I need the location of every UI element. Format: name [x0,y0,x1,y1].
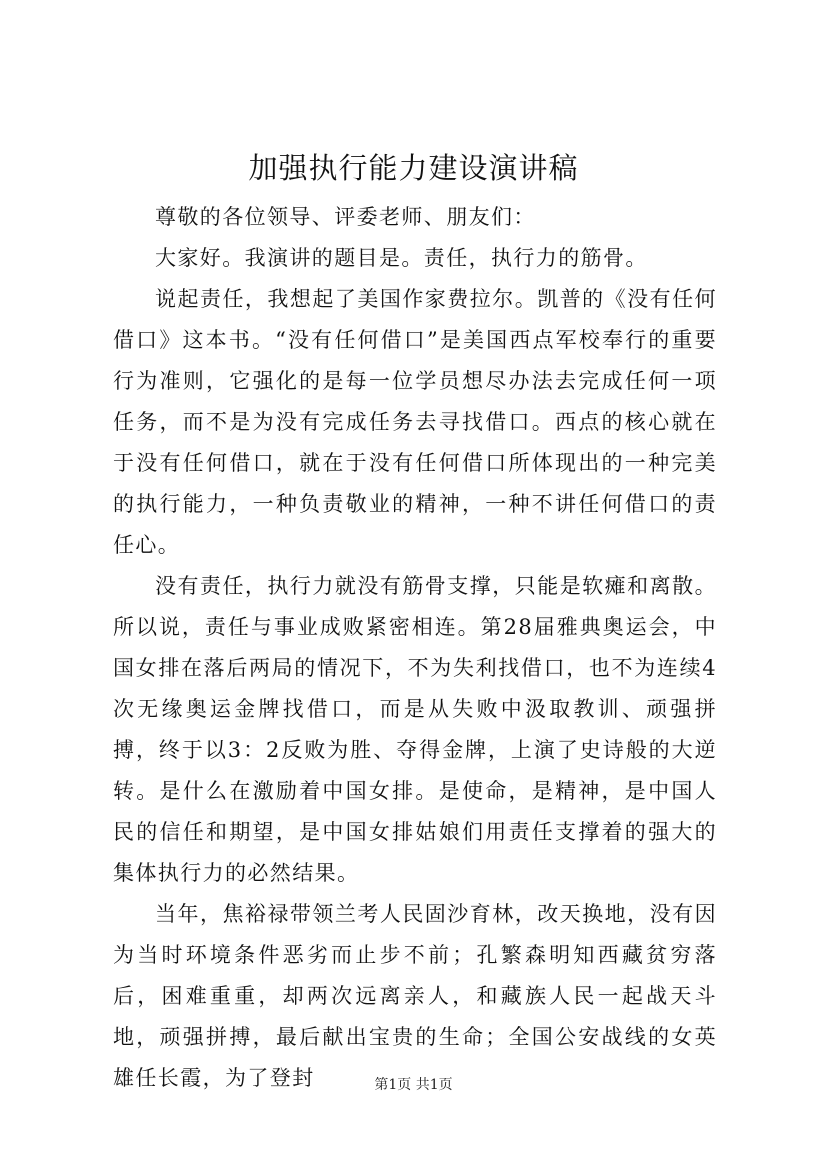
document-title: 加强执行能力建设演讲稿 [248,151,579,185]
page-number: 第1页 共1页 [374,1077,453,1093]
body-paragraph: 当年，焦裕禄带领兰考人民固沙育林，改天换地，没有因为当时环境条件恶劣而止步不前；孔繁森明知西藏贫穷落后，困难重重，却两次远离亲人，和藏族人民一起战天斗地，顽强拼搏，最后献出宝贵的生命；全国公安战线的女英雄任长霞，为了登封 [113,902,717,1090]
greeting-paragraph: 尊敬的各位领导、评委老师、朋友们： [155,205,536,229]
document-body [113,197,717,1099]
topic-paragraph: 大家好。我演讲的题目是。责任，执行力的筋骨。 [155,246,648,270]
page-footer [0,1075,827,1095]
body-paragraph: 没有责任，执行力就没有筋骨支撑，只能是软瘫和离散。所以说，责任与事业成败紧密相连。第28届雅典奥运会，中国女排在落后两局的情况下，不为失利找借口，也不为连续4次无缘奥运金牌找借口，而是从失败中汲取教训、顽强拼搏，终于以3：2反败为胜、夺得金牌，上演了史诗般的大逆转。是什么在激励着中国女排。是使命，是精神，是中国人民的信任和期望，是中国女排姑娘们用责任支撑着的强大的集体执行力的必然结果。 [113,574,717,885]
body-paragraph: 说起责任，我想起了美国作家费拉尔。凯普的《没有任何借口》这本书。“没有任何借口”是美国西点军校奉行的重要行为准则，它强化的是每一位学员想尽办法去完成任何一项任务，而不是为没有完成任务去寻找借口。西点的核心就在于没有任何借口，就在于没有任何借口所体现出的一种完美的执行能力，一种负责敬业的精神，一种不讲任何借口的责任心。 [113,287,717,557]
